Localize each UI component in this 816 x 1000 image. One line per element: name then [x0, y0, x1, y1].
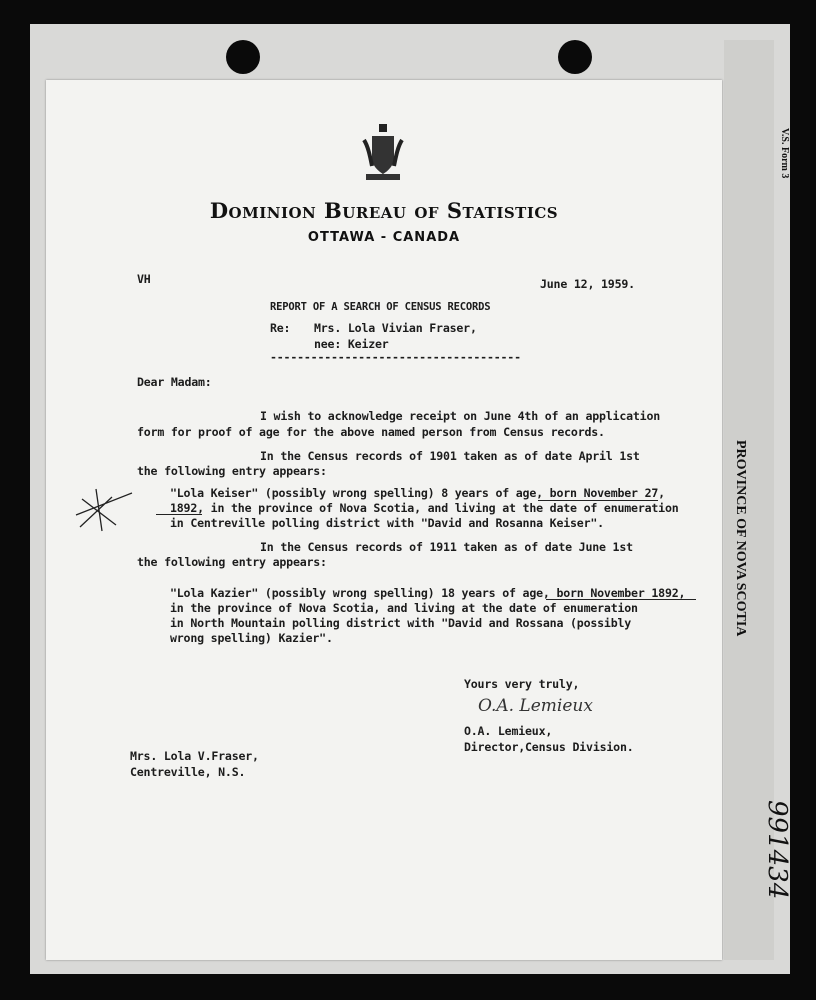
- report-title: REPORT OF A SEARCH OF CENSUS RECORDS: [270, 301, 491, 313]
- address-line: Mrs. Lola V.Fraser,: [130, 749, 259, 763]
- entry2-line: "Lola Kazier" (possibly wrong spelling) 18 years of age, born November 1892,: [170, 586, 686, 600]
- form-label: V.S. Form 3: [779, 128, 790, 179]
- signer-title: Director,Census Division.: [464, 740, 634, 754]
- para2-line: the following entry appears:: [137, 464, 327, 478]
- signature: O.A. Lemieux: [478, 696, 593, 716]
- underline: [156, 514, 202, 515]
- entry1-line: in Centreville polling district with "David and Rosanna Keiser".: [170, 516, 604, 530]
- coat-of-arms-icon: [360, 122, 406, 184]
- punch-hole: [558, 40, 592, 74]
- re-label: Re:: [270, 321, 291, 335]
- divider: -------------------------------------: [270, 350, 521, 364]
- province-label: PROVINCE OF NOVA SCOTIA: [733, 440, 748, 637]
- underline: [546, 599, 696, 600]
- signer-name: O.A. Lemieux,: [464, 724, 553, 738]
- closing: Yours very truly,: [464, 677, 580, 691]
- entry2-line: in the province of Nova Scotia, and living at the date of enumeration: [170, 601, 638, 615]
- re-nee: nee: Keizer: [314, 337, 389, 351]
- para3-line: In the Census records of 1911 taken as of date June 1st: [260, 540, 633, 554]
- letter-date: June 12, 1959.: [540, 277, 635, 291]
- entry2-line: in North Mountain polling district with "David and Rossana (possibly: [170, 616, 632, 630]
- para1-line: I wish to acknowledge receipt on June 4th of an application: [260, 409, 661, 423]
- para2-line: In the Census records of 1901 taken as of date April 1st: [260, 449, 640, 463]
- re-name: Mrs. Lola Vivian Fraser,: [314, 321, 477, 335]
- salutation: Dear Madam:: [137, 375, 212, 389]
- para3-line: the following entry appears:: [137, 555, 327, 569]
- organization-location: OTTAWA - CANADA: [307, 230, 461, 245]
- address-line: Centreville, N.S.: [130, 765, 246, 779]
- asterisk-mark-icon: [72, 485, 136, 535]
- organization-name: Dominion Bureau of Statistics: [209, 198, 559, 223]
- file-number: 991434: [762, 800, 792, 900]
- underline: [538, 500, 658, 501]
- letter-page: [46, 80, 722, 960]
- punch-hole: [226, 40, 260, 74]
- entry1-line: "Lola Keiser" (possibly wrong spelling) 8 years of age, born November 27,: [170, 486, 665, 500]
- entry1-line: 1892, in the province of Nova Scotia, and living at the date of enumeration: [170, 501, 679, 515]
- entry2-line: wrong spelling) Kazier".: [170, 631, 333, 645]
- initials: VH: [137, 272, 151, 286]
- para1-line: form for proof of age for the above named person from Census records.: [137, 425, 605, 439]
